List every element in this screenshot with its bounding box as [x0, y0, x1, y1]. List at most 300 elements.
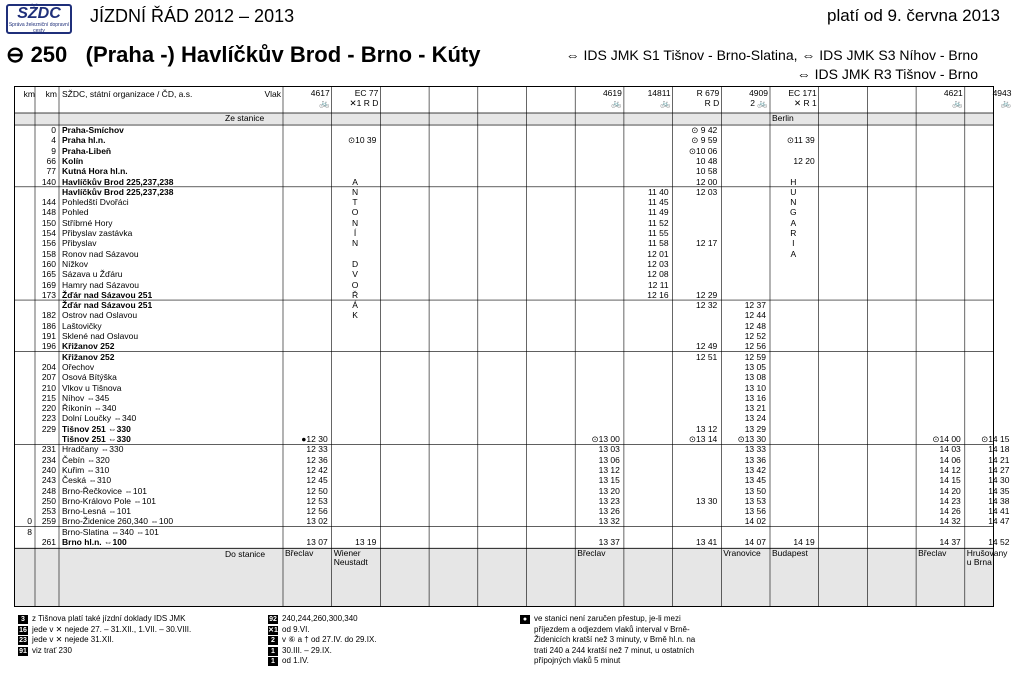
header-km1: km — [23, 89, 35, 99]
route-number: 250 — [30, 42, 68, 67]
time-cell: 14 07 — [744, 537, 766, 547]
legend-symbol: 3 — [18, 615, 28, 624]
time-cell: T — [352, 197, 358, 208]
km-value-2: 173 — [41, 289, 56, 300]
train-symbols: ✕1 R D — [349, 98, 379, 108]
time-cell: 10 58 — [696, 166, 718, 177]
time-cell: 12 29 — [696, 289, 718, 300]
time-cell: 14 32 — [939, 516, 961, 527]
time-cell: 11 49 — [647, 207, 669, 218]
time-cell: 14 38 — [988, 495, 1010, 506]
station-name: Kutná Hora hl.n. — [62, 166, 128, 177]
km-value-1 — [15, 269, 32, 279]
legend-text: Židenicích kratší než 3 minuty, v Brně hl.n. na — [534, 635, 696, 644]
legend-symbol: 1 — [268, 647, 278, 656]
train-number — [821, 88, 866, 98]
time-cell: ⊙14 15 — [981, 434, 1010, 444]
to-station-name: Hrušovany u Brna — [966, 548, 1008, 568]
train-number — [431, 88, 476, 98]
time-cell: N — [351, 238, 359, 249]
station-name: Brno-Královo Pole ⇔101 — [62, 495, 157, 506]
time-cell: 12 20 — [793, 155, 815, 166]
time-cell: 12 00 — [696, 176, 718, 187]
time-cell: 13 32 — [598, 516, 620, 527]
train-symbols: 2 🚲 — [750, 98, 768, 108]
time-cell: 11 55 — [647, 228, 669, 238]
km-value-2: 66 — [46, 155, 56, 166]
legend-text: z Tišnova platí také jízdní doklady IDS JMK — [32, 614, 186, 623]
legend-column-3 — [520, 614, 695, 667]
train-symbols: 🚲 — [319, 98, 330, 108]
km-value-1 — [15, 166, 32, 176]
time-cell: 13 50 — [744, 485, 766, 496]
station-name: Hamry nad Sázavou — [62, 279, 140, 290]
time-cell: 11 58 — [647, 238, 669, 249]
time-cell: 14 52 — [988, 537, 1010, 547]
station-name: Níhov ⇔345 — [62, 392, 110, 403]
time-cell: R — [790, 228, 797, 238]
to-station-label: Do stanice — [225, 549, 266, 560]
km-value-2: 169 — [41, 279, 56, 290]
legend-text: v ⑥ a † od 27.IV. do 29.IX. — [282, 635, 377, 644]
km-value-1 — [15, 321, 32, 331]
station-name: Stříbrné Hory — [62, 217, 113, 228]
km-value-1 — [15, 362, 32, 372]
time-cell: 13 12 — [696, 423, 718, 434]
km-value-1 — [15, 280, 32, 290]
km-value-2: 234 — [41, 454, 56, 465]
time-cell: N — [351, 186, 359, 197]
time-cell: 13 21 — [744, 403, 766, 414]
train-number: EC 77 — [354, 88, 379, 98]
km-value-2: 210 — [41, 382, 56, 393]
km-value-2 — [35, 300, 56, 310]
train-symbols — [382, 98, 427, 108]
train-symbols — [821, 98, 866, 108]
station-name: Žďár nad Sázavou 251 — [62, 300, 153, 311]
time-cell: Ř — [351, 289, 359, 300]
km-value-2 — [35, 187, 56, 197]
time-cell: 13 37 — [598, 537, 620, 547]
legend-symbol: 23 — [19, 637, 27, 644]
legend-symbol: ● — [520, 615, 530, 624]
time-cell: 14 37 — [939, 537, 961, 547]
km-value-1 — [15, 125, 32, 135]
legend-item — [268, 635, 377, 646]
km-value-1 — [15, 135, 32, 145]
time-cell: 12 53 — [306, 495, 328, 506]
km-value-2: 160 — [41, 258, 56, 269]
km-value-1 — [15, 413, 32, 423]
station-name: Ronov nad Sázavou — [62, 248, 139, 259]
time-cell: 12 56 — [744, 341, 766, 352]
km-value-2 — [35, 527, 56, 537]
km-value-2: 231 — [41, 444, 56, 455]
train-number: 14811 — [647, 88, 671, 98]
legend-item — [18, 635, 191, 646]
station-name: Pohled — [62, 207, 89, 218]
km-value-1 — [15, 537, 32, 547]
station-name: Praha-Smíchov — [62, 125, 124, 135]
km-value-2: 207 — [41, 372, 56, 383]
time-cell: 12 32 — [696, 300, 718, 311]
km-value-1 — [15, 506, 32, 516]
station-name: Osová Bítýška — [62, 372, 117, 383]
km-value-1 — [15, 238, 32, 248]
time-cell: 13 02 — [306, 516, 328, 527]
time-cell: 13 23 — [598, 495, 620, 506]
time-cell: 13 16 — [744, 392, 766, 403]
from-station-berlin: Berlin — [772, 113, 794, 123]
time-cell: 14 26 — [939, 506, 961, 517]
km-value-1: 0 — [27, 516, 32, 527]
legend-symbol: 1 — [268, 657, 278, 666]
time-cell: 13 05 — [744, 361, 766, 372]
time-cell: 12 01 — [647, 248, 669, 259]
legend-item — [268, 646, 377, 657]
train-number: R 679 — [696, 88, 720, 98]
time-cell: H — [790, 176, 797, 187]
station-name: Hradčany ⇔330 — [62, 444, 124, 455]
time-cell: 12 03 — [696, 186, 718, 197]
legend-item — [520, 656, 695, 667]
station-name: Tišnov 251 ⇔330 — [62, 423, 131, 434]
train-symbols: 🚲 — [952, 98, 963, 108]
km-value-2: 223 — [41, 413, 56, 424]
km-value-2: 215 — [41, 392, 56, 403]
time-cell: O — [351, 279, 359, 290]
station-name: Přibyslav zastávka — [62, 228, 133, 238]
header-km2: km — [45, 89, 57, 99]
time-cell: A — [352, 176, 358, 187]
time-cell: 11 40 — [647, 186, 669, 197]
time-cell: 14 47 — [988, 516, 1010, 527]
station-name: Čebín ⇔320 — [62, 454, 110, 465]
km-value-2: 140 — [41, 176, 56, 187]
km-value-1 — [15, 156, 32, 166]
km-value-1 — [15, 372, 32, 382]
station-name: Sázava u Žďáru — [62, 269, 123, 280]
km-value-1 — [15, 187, 32, 197]
km-value-1 — [15, 444, 32, 454]
station-name: Vlkov u Tišnova — [62, 382, 122, 393]
km-value-1 — [15, 290, 32, 300]
time-cell: 10 48 — [696, 155, 718, 166]
route-name: (Praha -) Havlíčkův Brod - Brno - Kúty — [85, 42, 481, 67]
station-name: Přibyslav — [62, 238, 97, 249]
time-cell: 11 45 — [647, 197, 669, 208]
train-number: 4619 — [602, 88, 622, 98]
legend-item — [268, 614, 377, 625]
legend-text: od 1.IV. — [282, 656, 309, 665]
km-value-2: 259 — [41, 516, 56, 527]
time-cell: 12 36 — [306, 454, 328, 465]
train-number: 4617 — [310, 88, 330, 98]
legend-text: jede v ✕ nejede 31.XII. — [32, 635, 114, 644]
time-cell: A — [790, 217, 797, 228]
km-value-1 — [15, 486, 32, 496]
ids-line-1: ⇔ IDS JMK S1 Tišnov - Brno-Slatina, ⇔ IDS JMK S3 Níhov - Brno — [565, 47, 978, 63]
legend-text: trati 240 a 244 kratší než 7 minut, u ostatních — [534, 645, 695, 655]
legend-text: přípojných vlaků 5 minut — [534, 656, 621, 665]
time-cell: 14 12 — [939, 464, 961, 475]
time-cell: ⊙13 14 — [688, 434, 718, 444]
station-name: Žďár nad Sázavou 251 — [62, 289, 153, 300]
time-cell: Í — [353, 228, 357, 238]
logo-text: SŽDC — [17, 5, 61, 22]
km-value-1 — [15, 455, 32, 465]
km-value-1 — [15, 475, 32, 485]
time-cell: 14 41 — [988, 506, 1010, 517]
time-cell: 13 30 — [696, 495, 718, 506]
header-train: Vlak — [264, 89, 281, 99]
legend-item — [268, 656, 377, 667]
station-name: Křižanov 252 — [62, 351, 115, 362]
legend-text: ve stanici není zaručen přestup, je-li mezi — [534, 614, 681, 623]
km-value-2: 191 — [41, 331, 56, 341]
time-cell: 13 07 — [306, 537, 328, 547]
time-cell: 13 10 — [744, 382, 766, 393]
time-cell: 12 44 — [744, 310, 766, 321]
time-cell: 13 24 — [744, 413, 766, 424]
time-cell: 14 21 — [988, 454, 1010, 465]
time-cell: 12 45 — [306, 475, 328, 486]
time-cell: 11 52 — [647, 217, 669, 228]
station-name: Ořechov — [62, 361, 95, 372]
train-symbols — [869, 98, 914, 108]
legend-text: 30.III. – 29.IX. — [282, 645, 332, 655]
train-symbols — [480, 98, 525, 108]
time-cell: 13 41 — [696, 537, 718, 547]
time-cell: 14 30 — [988, 475, 1010, 486]
time-cell: 13 15 — [598, 475, 620, 486]
km-value-2: 240 — [41, 464, 56, 475]
km-value-1 — [15, 218, 32, 228]
km-value-2: 4 — [51, 135, 56, 146]
km-value-1 — [15, 341, 32, 351]
time-cell: ⊙13 30 — [737, 434, 766, 444]
time-cell: I — [792, 238, 795, 249]
train-symbols — [529, 98, 574, 108]
time-cell: 13 36 — [744, 454, 766, 465]
km-value-1 — [15, 207, 32, 217]
km-value-2: 165 — [41, 269, 56, 280]
legend-symbol: ✕1 — [268, 626, 278, 634]
time-cell: 14 18 — [988, 444, 1010, 455]
ids-line-2: ⇔ IDS JMK R3 Tišnov - Brno — [796, 66, 978, 82]
km-value-1 — [15, 249, 32, 259]
station-name: Havlíčkův Brod 225,237,238 — [62, 186, 174, 197]
legend-text: jede v ✕ nejede 27. – 31.XII., 1.VII. – 30.VIII. — [32, 624, 192, 634]
time-cell: 12 11 — [647, 279, 669, 290]
time-cell: ⊙10 06 — [688, 145, 718, 156]
time-cell: 14 03 — [939, 444, 961, 455]
time-cell: 12 50 — [306, 485, 328, 496]
time-cell: 13 29 — [744, 423, 766, 434]
km-value-2: 204 — [41, 361, 56, 372]
time-cell: 12 51 — [696, 351, 718, 362]
time-cell: 14 23 — [939, 495, 961, 506]
time-cell: G — [790, 207, 797, 218]
train-symbols: ✕ R 1 — [793, 98, 817, 108]
km-value-2: 156 — [41, 238, 56, 249]
time-cell: ⊙ 9 59 — [691, 135, 718, 146]
train-symbols: R D — [704, 98, 720, 108]
km-value-2: 0 — [51, 125, 56, 135]
km-value-2: 158 — [41, 248, 56, 259]
km-value-2: 77 — [46, 166, 56, 177]
train-number: 4943 — [992, 88, 1012, 98]
time-cell: 12 52 — [744, 331, 766, 341]
from-station-label: Ze stanice — [225, 113, 265, 123]
time-cell: 12 17 — [696, 238, 718, 249]
km-value-1 — [15, 352, 32, 362]
time-cell: 12 33 — [306, 444, 328, 455]
to-station-name: Wiener Neustadt — [333, 548, 368, 568]
station-name: Brno-Řečkovice ⇔101 — [62, 485, 148, 496]
time-cell: N — [790, 197, 797, 208]
station-name: Ostrov nad Oslavou — [62, 310, 138, 321]
time-cell: 14 20 — [939, 485, 961, 496]
time-cell: ⊙13 00 — [591, 434, 620, 444]
train-symbols: 🚲 — [1000, 98, 1012, 108]
time-cell: 12 56 — [306, 506, 328, 517]
km-value-2: 229 — [41, 423, 56, 434]
time-cell: N — [351, 217, 359, 228]
time-cell: 12 59 — [744, 351, 766, 362]
time-cell: K — [352, 310, 358, 321]
train-number: 4621 — [943, 88, 963, 98]
legend-item — [18, 614, 191, 625]
legend-item — [268, 625, 377, 636]
km-value-2: 248 — [41, 485, 56, 496]
legend-item — [520, 646, 695, 657]
station-name: Pohledští Dvořáci — [62, 197, 129, 208]
station-name: Křižanov 252 — [62, 341, 115, 352]
km-value-1 — [15, 496, 32, 506]
time-cell: 12 42 — [306, 464, 328, 475]
km-value-2: 186 — [41, 320, 56, 331]
km-value-1: 8 — [27, 526, 32, 537]
time-cell: 12 16 — [647, 289, 669, 300]
time-cell: 14 02 — [744, 516, 766, 527]
time-cell: 14 19 — [793, 537, 815, 547]
logo-subtext: Správa železniční dopravní cesty — [8, 22, 70, 34]
time-cell: ⊙ 9 42 — [691, 125, 718, 135]
legend-text: viz trať 230 — [32, 645, 72, 655]
station-name: Sklené nad Oslavou — [62, 331, 139, 341]
time-cell: V — [352, 269, 358, 280]
route-heading — [6, 42, 480, 68]
time-cell: 13 19 — [355, 537, 377, 547]
km-value-1 — [15, 331, 32, 341]
legend-symbol: 16 — [19, 626, 27, 634]
legend-text: 240,244,260,300,340 — [282, 614, 358, 623]
to-station-name: Břeclav — [577, 548, 606, 559]
km-value-1 — [15, 300, 32, 310]
time-cell: 13 26 — [598, 506, 620, 517]
station-name: Dolní Loučky ⇔340 — [62, 413, 137, 424]
station-name: Říkonín ⇔340 — [62, 403, 117, 414]
legend-item — [520, 614, 695, 625]
km-value-2: 196 — [41, 341, 56, 352]
time-cell: Á — [352, 300, 358, 311]
km-value-1 — [15, 197, 32, 207]
train-number — [529, 88, 574, 98]
km-value-1 — [15, 424, 32, 434]
station-name: Tišnov 251 ⇔330 — [62, 434, 131, 444]
km-value-2: 9 — [51, 145, 56, 156]
station-name: Kolín — [62, 155, 84, 166]
station-name: Laštovičky — [62, 320, 102, 331]
station-name: Brno-Lesná ⇔101 — [62, 506, 131, 517]
km-value-1 — [15, 259, 32, 269]
train-number — [480, 88, 525, 98]
legend-item — [520, 635, 695, 646]
legend-column-1 — [18, 614, 191, 656]
km-value-1 — [15, 146, 32, 156]
station-name: Brno-Židenice 260,340 ⇔100 — [62, 516, 174, 527]
km-value-2: 253 — [41, 506, 56, 517]
time-cell: 12 37 — [744, 300, 766, 311]
time-cell: 12 49 — [696, 341, 718, 352]
to-station-name: Budapest — [772, 548, 808, 559]
time-cell: 14 15 — [939, 475, 961, 486]
station-name: Praha-Libeň — [62, 145, 112, 156]
legend-symbol: 91 — [19, 647, 27, 655]
km-value-1 — [15, 310, 32, 320]
km-value-1 — [15, 228, 32, 238]
train-symbols — [431, 98, 476, 108]
time-cell: 12 48 — [744, 320, 766, 331]
station-name: Praha hl.n. — [62, 135, 106, 146]
time-cell: O — [351, 207, 359, 218]
time-cell: 14 06 — [939, 454, 961, 465]
time-cell: 13 08 — [744, 372, 766, 383]
legend-text: od 9.VI. — [282, 624, 310, 634]
time-cell: A — [790, 248, 797, 259]
km-value-2 — [35, 352, 56, 362]
km-value-2: 154 — [41, 228, 56, 238]
time-cell: ⊙10 39 — [347, 135, 377, 146]
km-value-2: 144 — [41, 197, 56, 208]
train-number — [382, 88, 427, 98]
time-cell: ⊙14 00 — [932, 434, 961, 444]
station-name: Brno hl.n. ⇔100 — [62, 537, 127, 547]
time-cell: 12 08 — [647, 269, 669, 280]
from-station-band — [15, 113, 993, 124]
km-value-1 — [15, 383, 32, 393]
legend-item — [520, 625, 695, 636]
km-value-1 — [15, 403, 32, 413]
legend-item — [18, 625, 191, 636]
legend-symbol: 2 — [268, 636, 278, 645]
km-value-2: 243 — [41, 475, 56, 486]
train-number — [869, 88, 914, 98]
station-name: Havlíčkův Brod 225,237,238 — [62, 176, 174, 187]
station-name: Nížkov — [62, 258, 88, 269]
time-cell: ⊙11 39 — [786, 135, 815, 146]
km-value-1 — [15, 393, 32, 403]
time-cell: 14 27 — [988, 464, 1010, 475]
to-station-name: Vranovice — [723, 548, 761, 559]
km-value-2: 261 — [41, 537, 56, 547]
train-number: EC 171 — [788, 88, 817, 98]
to-station-name: Břeclav — [285, 548, 314, 559]
station-name: Kuřim ⇔310 — [62, 464, 110, 475]
time-cell: 13 20 — [598, 485, 620, 496]
time-cell: 13 45 — [744, 475, 766, 486]
